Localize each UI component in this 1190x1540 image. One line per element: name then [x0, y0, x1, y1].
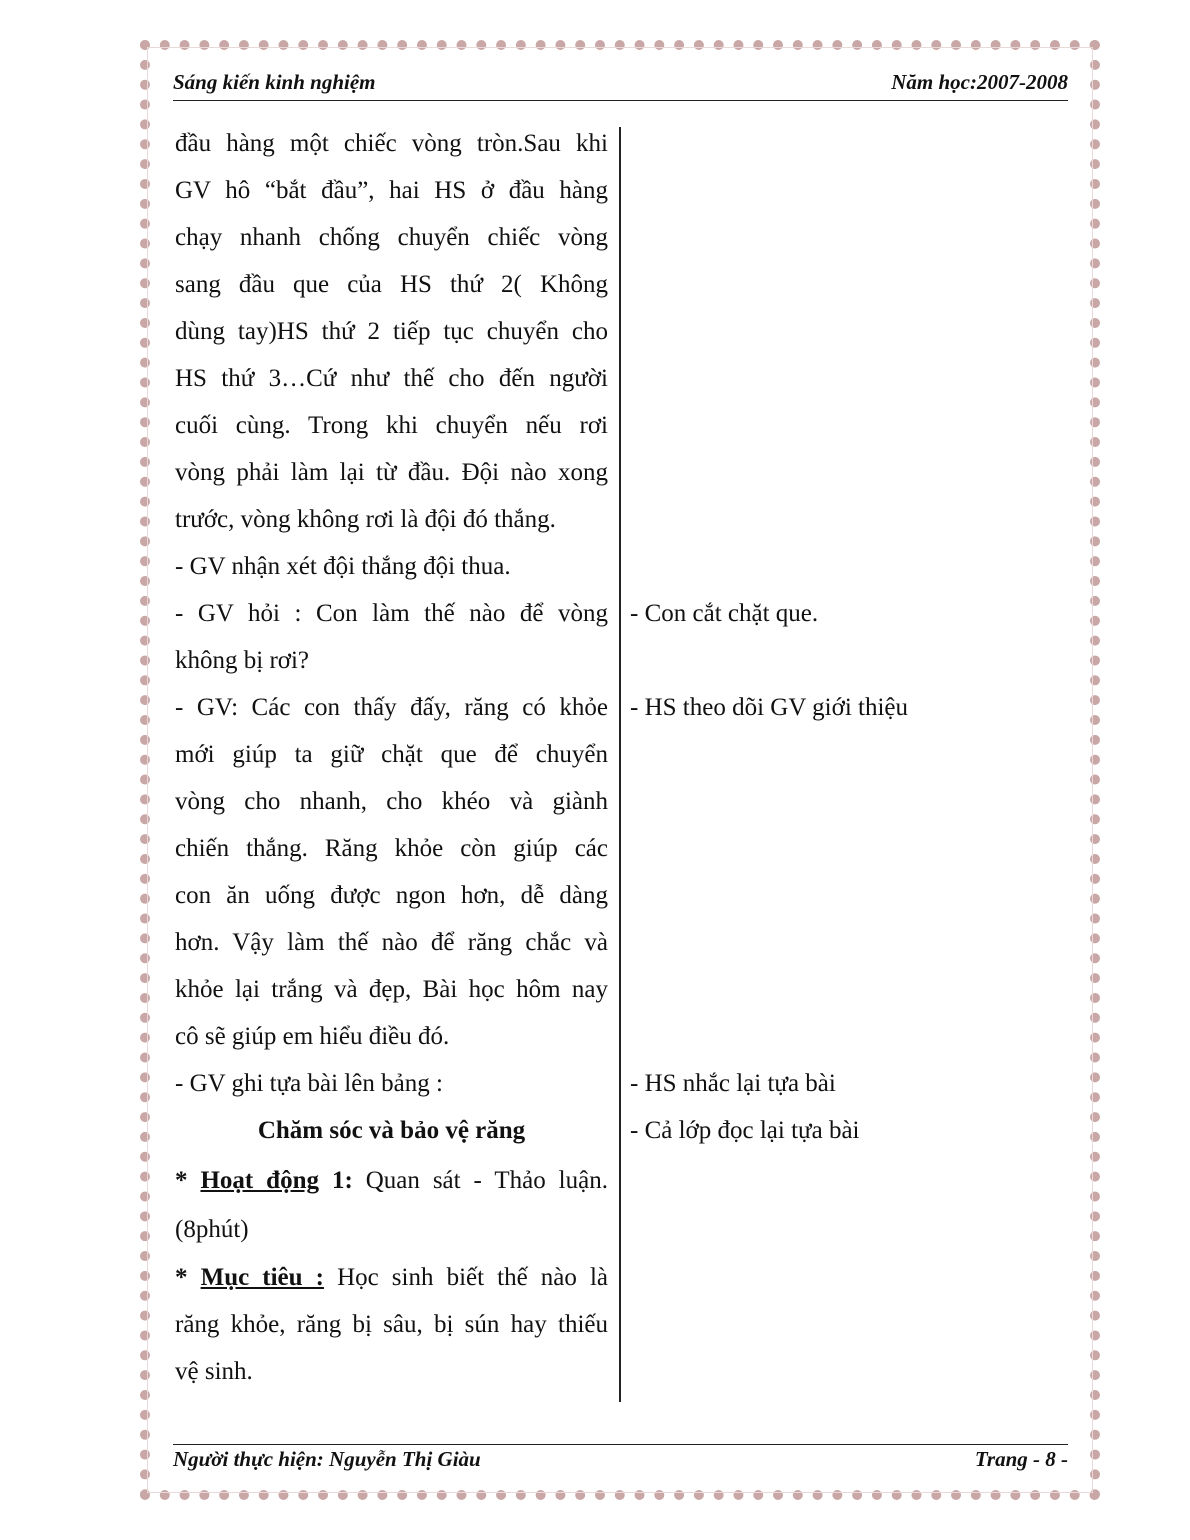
text-line: đầu hàng một chiếc vòng tròn.Sau khi [175, 130, 608, 157]
objective-text-2: răng khỏe, răng bị sâu, bị sún hay thiếu [175, 1311, 608, 1338]
text-line: khỏe lại trắng và đẹp, Bài học hôm nay [175, 976, 608, 1003]
answer-line-2: - HS theo dõi GV giới thiệu [630, 694, 909, 721]
text-line: vòng cho nhanh, cho khéo và giành [175, 788, 608, 815]
lesson-title: Chăm sóc và bảo vệ răng [257, 1117, 526, 1144]
text-line: sang đầu que của HS thứ 2( Không [175, 271, 608, 298]
text-line: vòng phải làm lại từ đầu. Đội nào xong [175, 459, 608, 486]
column-divider [619, 127, 621, 1402]
text-line: - GV ghi tựa bài lên bảng : [175, 1070, 443, 1097]
text-line: GV hô “bắt đầu”, hai HS ở đầu hàng [175, 177, 608, 204]
text-line: - GV: Các con thấy đấy, răng có khỏe [175, 694, 608, 721]
header-title: Sáng kiến kinh nghiệm [173, 70, 376, 94]
objective-text-3: vệ sinh. [175, 1358, 253, 1385]
activity-star: * [175, 1167, 188, 1194]
activity-text: Quan sát - Thảo luận. [365, 1167, 608, 1194]
text-line: chiến thắng. Răng khỏe còn giúp các [175, 835, 608, 862]
activity-number: 1: [331, 1167, 353, 1194]
page-header [173, 70, 1068, 101]
objective-line [175, 1254, 608, 1301]
text-line: HS thứ 3…Cứ như thế cho đến người [175, 365, 608, 392]
activity-label: Hoạt động [200, 1167, 319, 1194]
text-line: hơn. Vậy làm thế nào để răng chắc và [175, 929, 608, 956]
footer-page-number: Trang - 8 - [974, 1447, 1068, 1471]
text-line: chạy nhanh chống chuyển chiếc vòng [175, 224, 608, 251]
text-line: cuối cùng. Trong khi chuyển nếu rơi [175, 412, 608, 439]
activity-duration: (8phút) [175, 1216, 249, 1243]
header-year: Năm học:2007-2008 [891, 70, 1068, 94]
answer-line-4: - Cả lớp đọc lại tựa bài [630, 1117, 860, 1144]
text-line: trước, vòng không rơi là đội đó thắng. [175, 506, 556, 533]
page-footer [173, 1444, 1068, 1475]
objective-text-1: Học sinh biết thế nào là [337, 1264, 608, 1291]
text-line: mới giúp ta giữ chặt que để chuyển [175, 741, 608, 768]
text-line: - GV nhận xét đội thắng đội thua. [175, 553, 511, 580]
activity-line [175, 1157, 608, 1204]
objective-star: * [175, 1264, 188, 1291]
footer-author: Người thực hiện: Nguyễn Thị Giàu [173, 1447, 481, 1471]
text-line: không bị rơi? [175, 647, 310, 674]
text-line: con ăn uống được ngon hơn, dễ dàng [175, 882, 608, 909]
answer-line-3: - HS nhắc lại tựa bài [630, 1070, 836, 1097]
text-line: cô sẽ giúp em hiểu điều đó. [175, 1023, 450, 1050]
text-line: - GV hỏi : Con làm thế nào để vòng [175, 600, 608, 627]
text-line: dùng tay)HS thứ 2 tiếp tục chuyển cho [175, 318, 608, 345]
answer-line-1: - Con cắt chặt que. [630, 600, 819, 627]
objective-label: Mục tiêu : [200, 1264, 324, 1291]
